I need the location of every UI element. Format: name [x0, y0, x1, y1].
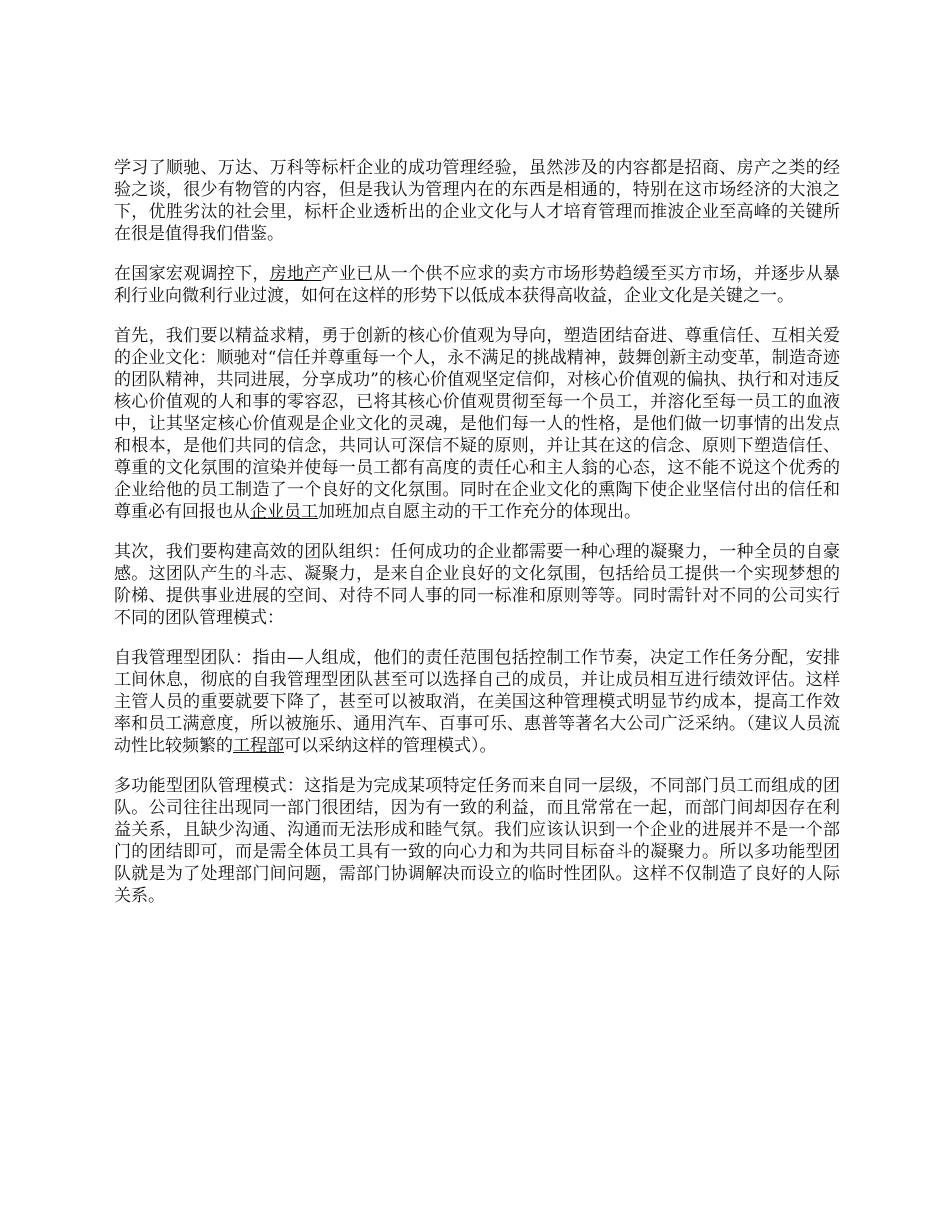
paragraph-2	[114, 263, 840, 307]
text-run: 学习了顺驰、万达、万科等标杆企业的成功管理经验，虽然涉及的内容都是招商、房产之类的经验之谈，很少有物管的内容，但是我认为管理内在的东西是相通的，特别在这市场经济的大浪之下，优胜劣汰的社会里，标杆企业透析出的企业文化与人才培育管理而推波企业至高峰的关键所在很是值得我们借鉴。	[114, 158, 840, 244]
paragraph-4	[114, 541, 840, 629]
link-real-estate[interactable]: 房地产	[269, 264, 322, 284]
link-engineering-dept[interactable]: 工程部	[233, 736, 284, 756]
text-run: 其次，我们要构建高效的团队组织：任何成功的企业都需要一种心理的凝聚力，一种全员的自豪感。这团队产生的斗志、凝聚力，是来自企业良好的文化氛围，包括给员工提供一个实现梦想的阶梯、提供事业进展的空间、对待不同人事的同一标准和原则等等。同时需针对不同的公司实行不同的团队管理模式：	[114, 542, 840, 628]
text-run: 自我管理型团队：指由—人组成，他们的责任范围包括控制工作节奏，决定工作任务分配，安排工间休息，彻底的自我管理型团队甚至可以选择自己的成员，并让成员相互进行绩效评估。这样主管人员的重要就要下降了，甚至可以被取消，在美国这种管理模式明显节约成本，提高工作效率和员工满意度，所以被施乐、通用汽车、百事可乐、惠普等著名大公司广泛采纳。（建议人员流动性比较频繁的	[114, 648, 840, 756]
text-run: 可以采纳这样的管理模式）。	[284, 736, 497, 756]
text-run: 首先，我们要以精益求精，勇于创新的核心价值观为导向，塑造团结奋进、尊重信任、互相关爱的企业文化：顺驰对“信任并尊重每一个人，永不满足的挑战精神，鼓舞创新主动变革，制造奇迹的团队精神，共同进展，分享成功”的核心价值观坚定信仰，对核心价值观的偏执、执行和对违反核心价值观的人和事的零容忍，已将其核心价值观贯彻至每一个员工，并溶化至每一员工的血液中，让其坚定核心价值观是企业文化的灵魂，是他们每一人的性格，是他们做一切事情的出发点和根本，是他们共同的信念，共同认可深信不疑的原则，并让其在这的信念、原则下塑造信任、尊重的文化氛围的渲染并使每一员工都有高度的责任心和主人翁的心态，这不能不说这个优秀的企业给他的员工制造了一个良好的文化氛围。同时在企业文化的熏陶下使企业坚信付出的信任和尊重必有回报也从	[114, 326, 840, 522]
paragraph-1	[114, 157, 840, 245]
text-run: 多功能型团队管理模式：这指是为完成某项特定任务而来自同一层级，不同部门员工而组成的团队。公司往往出现同一部门很团结，因为有一致的利益，而且常常在一起，而部门间却因存在利益关系，且缺少沟通、沟通而无法形成和睦气氛。我们应该认识到一个企业的进展并不是一个部门的团结即可，而是需全体员工具有一致的向心力和为共同目标奋斗的凝聚力。所以多功能型团队就是为了处理部门间问题，需部门协调解决而设立的临时性团队。这样不仅制造了良好的人际关系。	[114, 776, 840, 906]
link-enterprise-staff[interactable]: 企业员工	[250, 502, 318, 522]
paragraph-3	[114, 325, 840, 523]
paragraph-6	[114, 775, 840, 907]
text-run: 产业已从一个供不应求的卖方市场形势趋缓至买方市场，并逐步从暴利行业向微利行业过渡，如何在这样的形势下以低成本获得高收益，企业文化是关键之一。	[114, 264, 841, 306]
text-run: 加班加点自愿主动的干工作充分的体现出。	[318, 502, 641, 522]
document-body	[114, 157, 840, 925]
paragraph-5	[114, 647, 840, 757]
text-run: 在国家宏观调控下，	[114, 264, 270, 284]
